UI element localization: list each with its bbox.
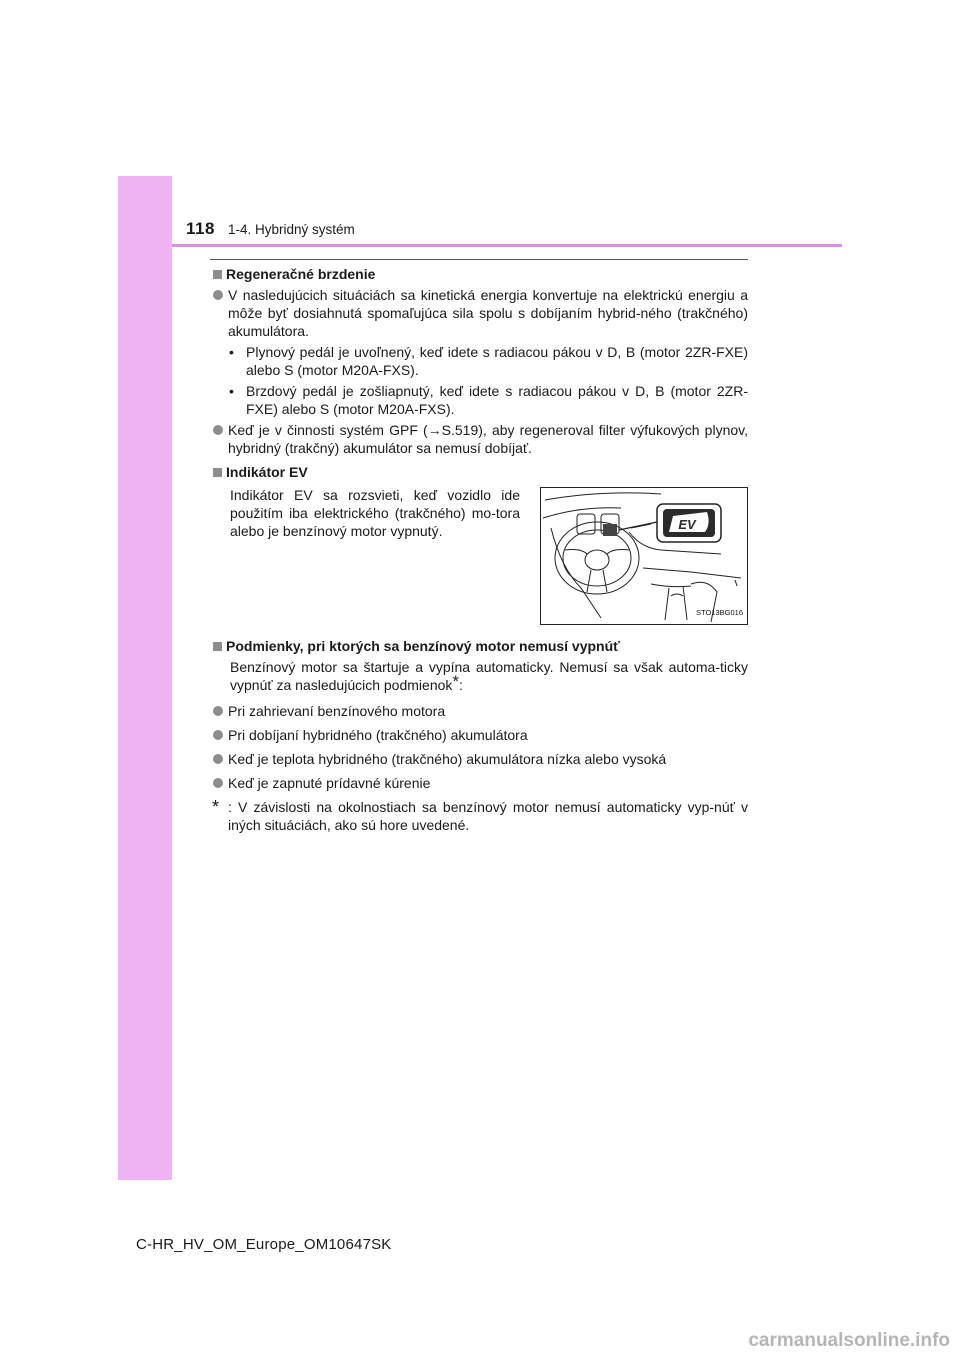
round-bullet-icon: [213, 706, 223, 716]
square-bullet-icon: [213, 270, 222, 279]
footnote: * : V závislosti na okolnostiach sa benzínový motor nemusí automaticky vyp-núť v iných situáciách, ako sú hore uvedené.: [212, 797, 748, 833]
conditions-intro: Benzínový motor sa štartuje a vypína automaticky. Nemusí sa však automa-ticky vypnúť za nasledujúcich podmienok*:: [230, 659, 748, 693]
round-bullet-icon: [213, 425, 223, 435]
page-number: 118: [186, 219, 215, 238]
round-bullet-icon: [213, 754, 223, 764]
ev-block: [212, 484, 748, 625]
watermark: carmanualsonline.info: [748, 1330, 950, 1351]
ev-heading: Indikátor EV: [212, 463, 748, 481]
ev-description: Indikátor EV sa rozsvieti, keď vozidlo ide použitím iba elektrického (trakčného) mo-tora alebo je benzínový motor vypnutý.: [230, 487, 520, 539]
condition-item: Keď je zapnuté prídavné kúrenie: [212, 774, 748, 792]
regen-bullet-1: V nasledujúcich situáciách sa kinetická energia konvertuje na elektrickú energiu a môže byť dosiahnutá spomaľujúca sila spolu s dobíjaním hybrid-ného (trakčného) akumulátora.: [212, 286, 748, 340]
regen-heading: Regeneračné brzdenie: [212, 265, 748, 283]
regen-bullet-2: Keď je v činnosti systém GPF (→S.519), aby regeneroval filter výfukových plynov, hybridný (trakčný) akumulátor sa nemusí dobíjať.: [212, 421, 748, 457]
conditions-heading: Podmienky, pri ktorých sa benzínový motor nemusí vypnúť: [212, 637, 748, 655]
square-bullet-icon: [213, 642, 222, 651]
content-rule: [210, 259, 748, 260]
footer-doc-id: C-HR_HV_OM_Europe_OM10647SK: [136, 1236, 392, 1253]
round-bullet-icon: [213, 290, 223, 300]
square-bullet-icon: [213, 468, 222, 477]
ev-indicator-illustration: [540, 487, 748, 625]
condition-item: Pri dobíjaní hybridného (trakčného) akumulátora: [212, 726, 748, 744]
ev-badge-text: EV: [678, 517, 696, 532]
condition-item: Pri zahrievaní benzínového motora: [212, 702, 748, 720]
page-content: [212, 265, 748, 834]
round-bullet-icon: [213, 730, 223, 740]
regen-sub-1: • Plynový pedál je uvoľnený, keď idete s radiacou pákou v D, B (motor 2ZR-FXE) alebo S (motor M20A-FXS).: [229, 344, 748, 378]
regen-sub-2: • Brzdový pedál je zošliapnutý, keď idete s radiacou pákou v D, B (motor 2ZR-FXE) alebo S (motor M20A-FXS).: [229, 383, 748, 417]
page-sidebar-tab: [118, 176, 172, 1180]
header-rule: [172, 244, 842, 247]
condition-item: Keď je teplota hybridného (trakčného) akumulátora nízka alebo vysoká: [212, 750, 748, 768]
round-bullet-icon: [213, 778, 223, 788]
section-title: 1-4. Hybridný systém: [228, 222, 355, 237]
figure-label: STO13BG016: [696, 608, 743, 617]
